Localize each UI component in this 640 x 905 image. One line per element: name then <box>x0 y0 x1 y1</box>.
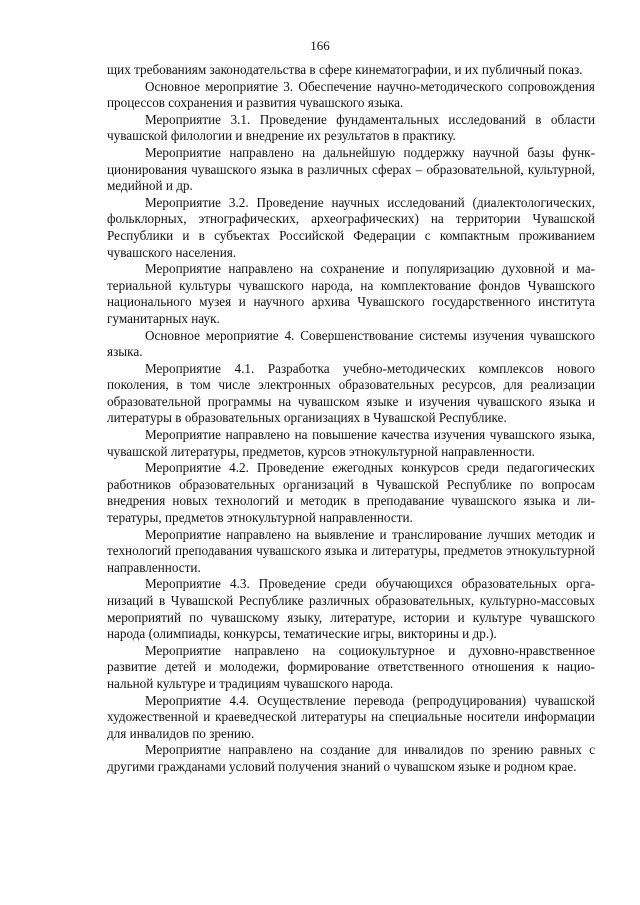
paragraph: Основное мероприятие 3. Обеспечение научно-методического сопровождения процессов сохранения и развития чувашского языка. <box>107 78 595 111</box>
paragraph-continuation: щих требованиям законодательства в сфере кинематографии, и их публичный показ. <box>107 62 583 77</box>
paragraph: Мероприятие направлено на повышение качества изучения чувашского языка, чувашской литературы, предметов, курсов этнокультурной направленности. <box>107 427 595 459</box>
paragraph: Основное мероприятие 4. Совершенствование системы изучения чувашского языка. <box>107 327 595 360</box>
paragraph: Мероприятие направлено на сохранение и популяризацию духовной и материальной культуры чувашского народа, на комплектование фондов Чувашского национального музея и научного архива Чувашского государственного института гуманитарных наук. <box>107 261 595 326</box>
paragraph: Мероприятие 3.2. Проведение научных исследований (диалектологических, фольклорных, этнографических, археографических) на территории Чувашской Республики и в субъектах Российской Федерации с компактным проживанием чувашского населения. <box>107 194 595 260</box>
paragraph: Мероприятие 4.2. Проведение ежегодных конкурсов среди педагогических работников образовательных организаций в Чувашской Республике по вопросам внедрения новых технологий и методик в преподавание чувашского языка и литературы, предметов этнокультурной направленности. <box>107 460 595 526</box>
paragraph: Мероприятие 4.1. Разработка учебно-методических комплексов нового поколения, в том числе электронных образовательных ресурсов, для реализации образовательной программы на чувашском языке и изучения чувашского языка и литературы в образовательных организациях в Чувашской Республике. <box>107 360 595 426</box>
paragraph: Мероприятие направлено на выявление и транслирование лучших методик и технологий преподавания чувашского языка и литературы, предметов этнокультурной направленности. <box>107 526 595 575</box>
paragraph: Мероприятие направлено на дальнейшую поддержку научной базы функционирования чувашского языка в различных сферах – образовательной, культурной, медийной и др. <box>107 144 595 194</box>
paragraph: Мероприятие 4.3. Проведение среди обучающихся образовательных организаций в Чувашской Республике различных образовательных, культурно-массовых мероприятий по чувашскому языку, литературе, истории и культуре чувашского народа (олимпиады, конкурсы, тематические игры, викторины и др.). <box>107 576 595 642</box>
paragraph: Мероприятие направлено на социокультурное и духовно-нравственное развитие детей и молодежи, формирование ответственного отношения к национальной культуре и традициям чувашского народа. <box>107 642 595 691</box>
page-number: 166 <box>310 38 330 53</box>
paragraph: Мероприятие 4.4. Осуществление перевода (репродуцирования) чувашской художественной и краеведческой литературы на специальные носители информации для инвалидов по зрению. <box>107 692 595 741</box>
paragraph: Мероприятие 3.1. Проведение фундаментальных исследований в области чувашской филологии и внедрение их результатов в практику. <box>107 111 595 144</box>
body-text <box>107 62 595 776</box>
paragraph: Мероприятие направлено на создание для инвалидов по зрению равных с другими гражданами условий получения знаний о чувашском языке и родном крае. <box>107 742 595 774</box>
